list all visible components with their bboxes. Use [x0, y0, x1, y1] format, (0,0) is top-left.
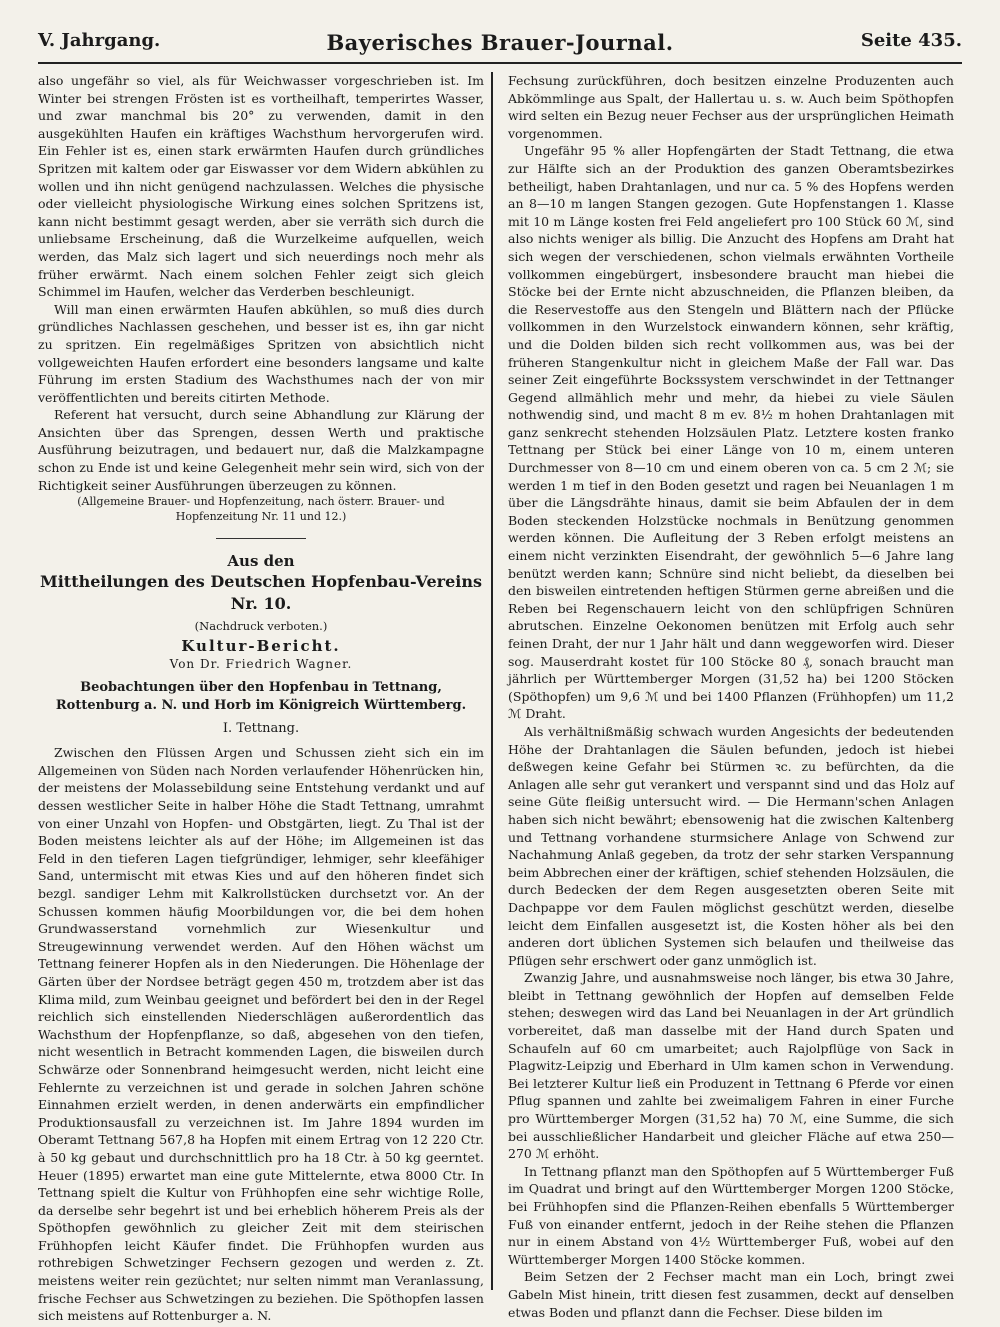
- reprint-note: (Nachdruck verboten.): [194, 619, 328, 634]
- paragraph: Als verhältnißmäßig schwach wurden Angesichts der bedeutenden Höhe der Drahtanlagen die Säulen befunden, jedoch ist hiebei deßwegen keine Gefahr bei Stürmen ꝛc. zu befürchten, da die Anlagen alle sehr gut verankert und verspannt sind und das Holz auf seine Güte fleißig untersucht wird. — Die Hermann'schen Anlagen haben sich nicht bewährt; ebensowenig hat die zwischen Kaltenberg und Tettnang vorhandene sturmsichere Anlage von Schwend zur Nachahmung Anlaß gegeben, da trotz der sehr starken Verspannung beim Abbrechen einer der kräftigen, schief stehenden Holzsäulen, die durch Bedecken der dem Regen ausgesetzten oberen Seite mit Dachpappe vor dem Faulen möglichst geschützt werden, dieselbe leicht dem Einfallen ausgesetzt ist, die Kosten höher als bei den anderen dort üblichen Systemen sich belaufen und theilweise das Pflügen sehr erschwert oder ganz unmöglich ist.: [508, 723, 954, 968]
- paragraph: also ungefähr so viel, als für Weichwasser vorgeschrieben ist. Im Winter bei strengen Frösten ist es vortheilhaft, temperirtes Wasser, und zwar manchmal bis 20° zu verwenden, damit in den ausgekühlten Haufen ein kräftiges Wachsthum hervorgerufen wird. Ein Fehler ist es, einen stark erwärmten Haufen durch gründliches Spritzen mit kaltem oder gar Eiswasser vor dem Widern abkühlen zu wollen und ihn nicht genügend nachzulassen. Welches die physische oder vielleicht physiologische Wirkung eines solchen Spritzens ist, kann nicht bestimmt gesagt werden, aber sie verräth sich durch die unliebsame Erscheinung, daß die Wurzelkeime aufquellen, weich werden, das Malz sich lagert und sich neuerdings noch mehr als früher erwärmt. Nach einem solchen Fehler zeigt sich gleich Schimmel im Haufen, welcher das Verderben beschleunigt.: [38, 73, 484, 300]
- paragraph: Zwanzig Jahre, und ausnahmsweise noch länger, bis etwa 30 Jahre, bleibt in Tettnang gewöhnlich der Hopfen auf demselben Felde stehen; deswegen wird das Land bei Neuanlagen in der Art gründlich vorbereitet, daß man dasselbe mit der Hand durch Spaten und Schaufeln auf 60 cm umarbeitet; auch Rajolpflüge von Sack in Plagwitz-Leipzig und Eberhard in Ulm kamen schon in Verwendung. Bei letzterer Kultur ließ ein Produzent in Tettnang 6 Pferde vor einen Pflug spannen und zahlte bei zweimaligem Fahren in einer Furche pro Württemberger Morgen (31,52 ha) 70 ℳ, eine Summe, die sich bei ausschließlicher Handarbeit und gleicher Fläche auf etwa 250—270 ℳ erhöht.: [508, 970, 954, 1162]
- journal-title: Bayerisches Brauer-Journal.: [326, 30, 674, 55]
- column-divider: [491, 72, 493, 1290]
- section-divider: [216, 538, 306, 539]
- paragraph: In Tettnang pflanzt man den Spöthopfen auf 5 Württemberger Fuß im Quadrat und bringt auf den Württemberger Morgen 1200 Stöcke, bei Frühhopfen sind die Pflanzen-Reihen ebenfalls 5 Württemberger Fuß von einander entfernt, jedoch in der Reihe stehen die Pflanzen nur in einem Abstand von 4½ Württemberger Fuß, wobei auf den Württemberger Morgen 1400 Stöcke kommen.: [508, 1163, 954, 1267]
- header-rule: [38, 62, 962, 64]
- right-column: [508, 72, 954, 1320]
- section-title-line1: Aus den: [227, 552, 295, 571]
- section-title-line2: Mittheilungen des Deutschen Hopfenbau-Vereins Nr. 10.: [40, 572, 482, 614]
- page-number: Seite 435.: [860, 30, 962, 51]
- volume-label: V. Jahrgang.: [38, 30, 161, 51]
- paragraph: Will man einen erwärmten Haufen abkühlen, so muß dies durch gründliches Nachlassen geschehen, und besser ist es, ihn gar nicht zu spritzen. Ein regelmäßiges Spritzen von absichtlich nicht vollgeweichten Haufen erfordert eine besonders langsame und kalte Führung im ersten Stadium des Wachsthumes nach der von mir veröffentlichten und bereits citirten Methode.: [38, 301, 484, 405]
- paragraph: Zwischen den Flüssen Argen und Schussen zieht sich ein im Allgemeinen von Süden nach Norden verlaufender Höhenrücken hin, der meistens der Molassebildung seine Entstehung verdankt und auf dessen westlicher Seite in halber Höhe die Stadt Tettnang, umrahmt von einer Unzahl von Hopfen- und Obstgärten, liegt. Zu Thal ist der Boden meistens leichter als auf der Höhe; im Allgemeinen ist das Feld in den tieferen Lagen tiefgründiger, lehmiger, sehr kleefähiger Sand, untermischt mit etwas Kies und auf den höheren findet sich bezgl. sandiger Lehm mit Kalkrollstücken durchsetzt vor. An der Schussen kommen häufig Moorbildungen vor, die bei dem hohen Grundwasserstand vornehmlich zur Wiesenkultur und Streugewinnung verwendet werden. Auf den Höhen wächst um Tettnang feinerer Hopfen als in den Niederungen. Die Höhenlage der Gärten über der Nordsee beträgt gegen 450 m, trotzdem aber ist das Klima mild, zum Weinbau geeignet und befördert bei den in der Regel reichlich sich einstellenden Niederschlägen außerordentlich das Wachsthum der Hopfenpflanze, so daß, abgesehen von den tiefen, nicht wesentlich in Betracht kommenden Lagen, die bisweilen durch Schwärze oder Sonnenbrand heimgesucht werden, nicht leicht eine Fehlernte zu verzeichnen ist und gerade in solchen Jahren schöne Einnahmen erzielt werden, in denen anderwärts ein empfindlicher Produktionsausfall zu verzeichnen ist. Im Jahre 1894 wurden im Oberamt Tettnang 567,8 ha Hopfen mit einem Ertrag von 12 220 Ctr. à 50 kg gebaut und durchschnittlich pro ha 18 Ctr. à 50 kg geerntet. Heuer (1895) erwartet man eine gute Mittelernte, etwa 8000 Ctr. In Tettnang spielt die Kultur von Frühhopfen eine sehr wichtige Rolle, da derselbe sehr begehrt ist und bei erheblich höherem Preis als der Spöthopfen gewöhnlich zu gleicher Zeit mit dem steirischen Frühhopfen leicht Käufer findet. Die Frühhopfen wurden aus rothrebigen Schwetzinger Fechsern gezogen und werden z. Zt. meistens weiter rein gezüchtet; nur selten nimmt man Veranlassung, frische Fechser aus Schwetzingen zu beziehen. Die Spöthopfen lassen sich meistens auf Rottenburger a. N.: [38, 745, 484, 1324]
- source-citation: (Allgemeine Brauer- und Hopfenzeitung, nach österr. Brauer- und Hopfenzeitung Nr. 11 und 12.): [77, 495, 445, 524]
- paragraph: Ungefähr 95 % aller Hopfengärten der Stadt Tettnang, die etwa zur Hälfte sich an der Produktion des ganzen Oberamtsbezirkes betheiligt, haben Drahtanlagen, und nur ca. 5 % des Hopfens werden an 8—10 m langen Stangen gezogen. Gute Hopfenstangen 1. Klasse mit 10 m Länge kosten frei Feld angeliefert pro 100 Stück 60 ℳ, sind also nichts weniger als billig. Die Anzucht des Hopfens am Draht hat sich wegen der verschiedenen, schon vielmals erwähnten Vortheile vollkommen eingebürgert, insbesondere braucht man hiebei die Stöcke bei der Ernte nicht abzuschneiden, die Pflanzen bleiben, da die Reservestoffe aus den Stengeln und Blättern nach der Pflücke vollkommen in den Wurzelstock einwandern können, sehr kräftig, und die Dolden bilden sich recht vollkommen aus, was bei der früheren Stangenkultur nicht in gleichem Maße der Fall war. Das seiner Zeit eingeführte Bockssystem verschwindet in der Tettnanger Gegend allmählich mehr und mehr, da hiebei zu viele Säulen nothwendig sind, und macht 8 m ev. 8½ m hohen Drahtanlagen mit ganz senkrecht stehenden Holzsäulen Platz. Letztere kosten franko Tettnang per Stück bei einer Länge von 10 m, einem unteren Durchmesser von 8—10 cm und einem oberen von ca. 5 cm 2 ℳ; sie werden 1 m tief in den Boden gesetzt und ragen bei Neuanlagen 1 m über die Längsdrähte hinaus, damit sie beim Abfaulen der in dem Boden steckenden Holzstücke nochmals in Benützung genommen werden können. Die Aufleitung der 3 Reben erfolgt meistens an einem nicht verzinkten Eisendraht, der gewöhnlich 5—6 Jahre lang benützt werden kann; Schnüre sind nicht beliebt, da dieselben bei den bisweilen eintretenden heftigen Stürmen gerne abreißen und die Reben bei Regenschauern leicht von den schlüpfrigen Schnüren abrutschen. Einzelne Oekonomen benützen mit Erfolg auch sehr feinen Draht, der nur 1 Jahr hält und dann weggeworfen wird. Dieser sog. Mauserdraht kostet für 100 Stöcke 80 ₰, sonach braucht man jährlich per Württemberger Morgen (31,52 ha) bei 1200 Stöcken (Spöthopfen) um 9,6 ℳ und bei 1400 Pflanzen (Frühhopfen) um 11,2 ℳ Draht.: [508, 143, 954, 722]
- report-kicker: Kultur-Bericht.: [181, 637, 341, 656]
- paragraph: Fechsung zurückführen, doch besitzen einzelne Produzenten auch Abkömmlinge aus Spalt, der Hallertau u. s. w. Auch beim Spöthopfen wird selten ein Bezug neuer Fechser aus der ursprünglichen Heimath vorgenommen.: [508, 73, 954, 141]
- paragraph: Referent hat versucht, durch seine Abhandlung zur Klärung der Ansichten über das Sprengen, dessen Werth und praktische Ausführung beizutragen, und bedauert nur, daß die Malzkampagne schon zu Ende ist und keine Gelegenheit mehr sein wird, sich von der Richtigkeit seiner Ausführungen überzeugen zu können.: [38, 407, 484, 493]
- page-header: [38, 30, 962, 58]
- paragraph: Beim Setzen der 2 Fechser macht man ein Loch, bringt zwei Gabeln Mist hinein, tritt diesen fest zusammen, deckt auf denselben etwas Boden und pflanzt dann die Fechser. Diese bilden im: [508, 1269, 954, 1320]
- article-subtitle: Beobachtungen über den Hopfenbau in Tettnang, Rottenburg a. N. und Horb im Königreich Württemberg.: [55, 680, 467, 714]
- left-column: [38, 72, 484, 1324]
- author-line: Von Dr. Friedrich Wagner.: [169, 657, 353, 672]
- subsection-heading: I. Tettnang.: [222, 721, 300, 737]
